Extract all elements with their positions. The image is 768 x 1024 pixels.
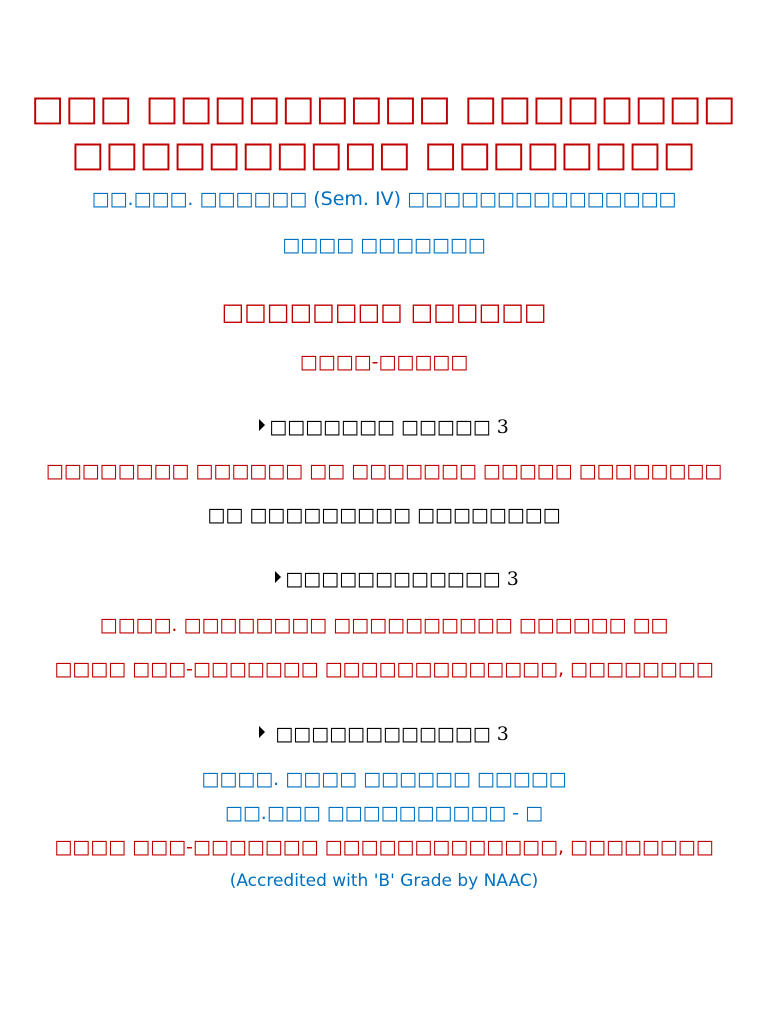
arrow-right-icon xyxy=(259,419,265,431)
section-1-label xyxy=(0,416,768,439)
section-3-line-2: □□.□□□ □□□□□□□□□□ - □ xyxy=(224,802,544,824)
section-2-line-2: □□□□ □□□-□□□□□□□ □□□□□□□□□□□□□, □□□□□□□□ xyxy=(54,658,714,680)
arrow-right-icon xyxy=(275,571,281,583)
section-2-label xyxy=(0,568,768,591)
arrow-right-icon xyxy=(259,726,265,738)
section-2-label-text: □□□□□□□□□□□□ xyxy=(285,568,501,590)
topic-heading: □□□□□□□□ □□□□□□ xyxy=(221,298,547,326)
course-suffix: □□□□□□□□□□□□□□□ xyxy=(401,188,677,210)
section-1-label-text: □□□□□□□ □□□□□ xyxy=(269,416,491,438)
section-3-number: 3 xyxy=(496,723,509,745)
section-3-line-3: □□□□ □□□-□□□□□□□ □□□□□□□□□□□□□, □□□□□□□□ xyxy=(54,836,714,858)
section-3-line-1: □□□□. □□□□ □□□□□□ □□□□□ xyxy=(201,768,567,790)
course-line xyxy=(0,188,768,211)
course-semester: (Sem. IV) xyxy=(313,188,402,210)
section-3-label-text: □□□□□□□□□□□□ xyxy=(275,723,491,745)
section-1-line-2: □□ □□□□□□□□□ □□□□□□□□ xyxy=(207,504,561,526)
section-1-number: 3 xyxy=(496,416,509,438)
section-3-label xyxy=(0,723,768,746)
title-line-1: □□□ □□□□□□□□□ □□□□□□□□ xyxy=(31,89,737,129)
course-line-2: □□□□ □□□□□□□ xyxy=(282,234,486,256)
title-line-2: □□□□□□□□□□ □□□□□□□□ xyxy=(71,135,697,175)
section-1-line-1: □□□□□□□□ □□□□□□ □□ □□□□□□□ □□□□□ □□□□□□□□ xyxy=(45,460,723,482)
course-prefix: □□.□□□. □□□□□□ xyxy=(91,188,314,210)
topic-subheading: □□□□-□□□□□ xyxy=(299,351,469,373)
section-2-number: 3 xyxy=(506,568,519,590)
accreditation-note: (Accredited with 'B' Grade by NAAC) xyxy=(229,871,539,891)
section-2-line-1: □□□□. □□□□□□□□ □□□□□□□□□□ □□□□□□ □□ xyxy=(99,614,669,636)
